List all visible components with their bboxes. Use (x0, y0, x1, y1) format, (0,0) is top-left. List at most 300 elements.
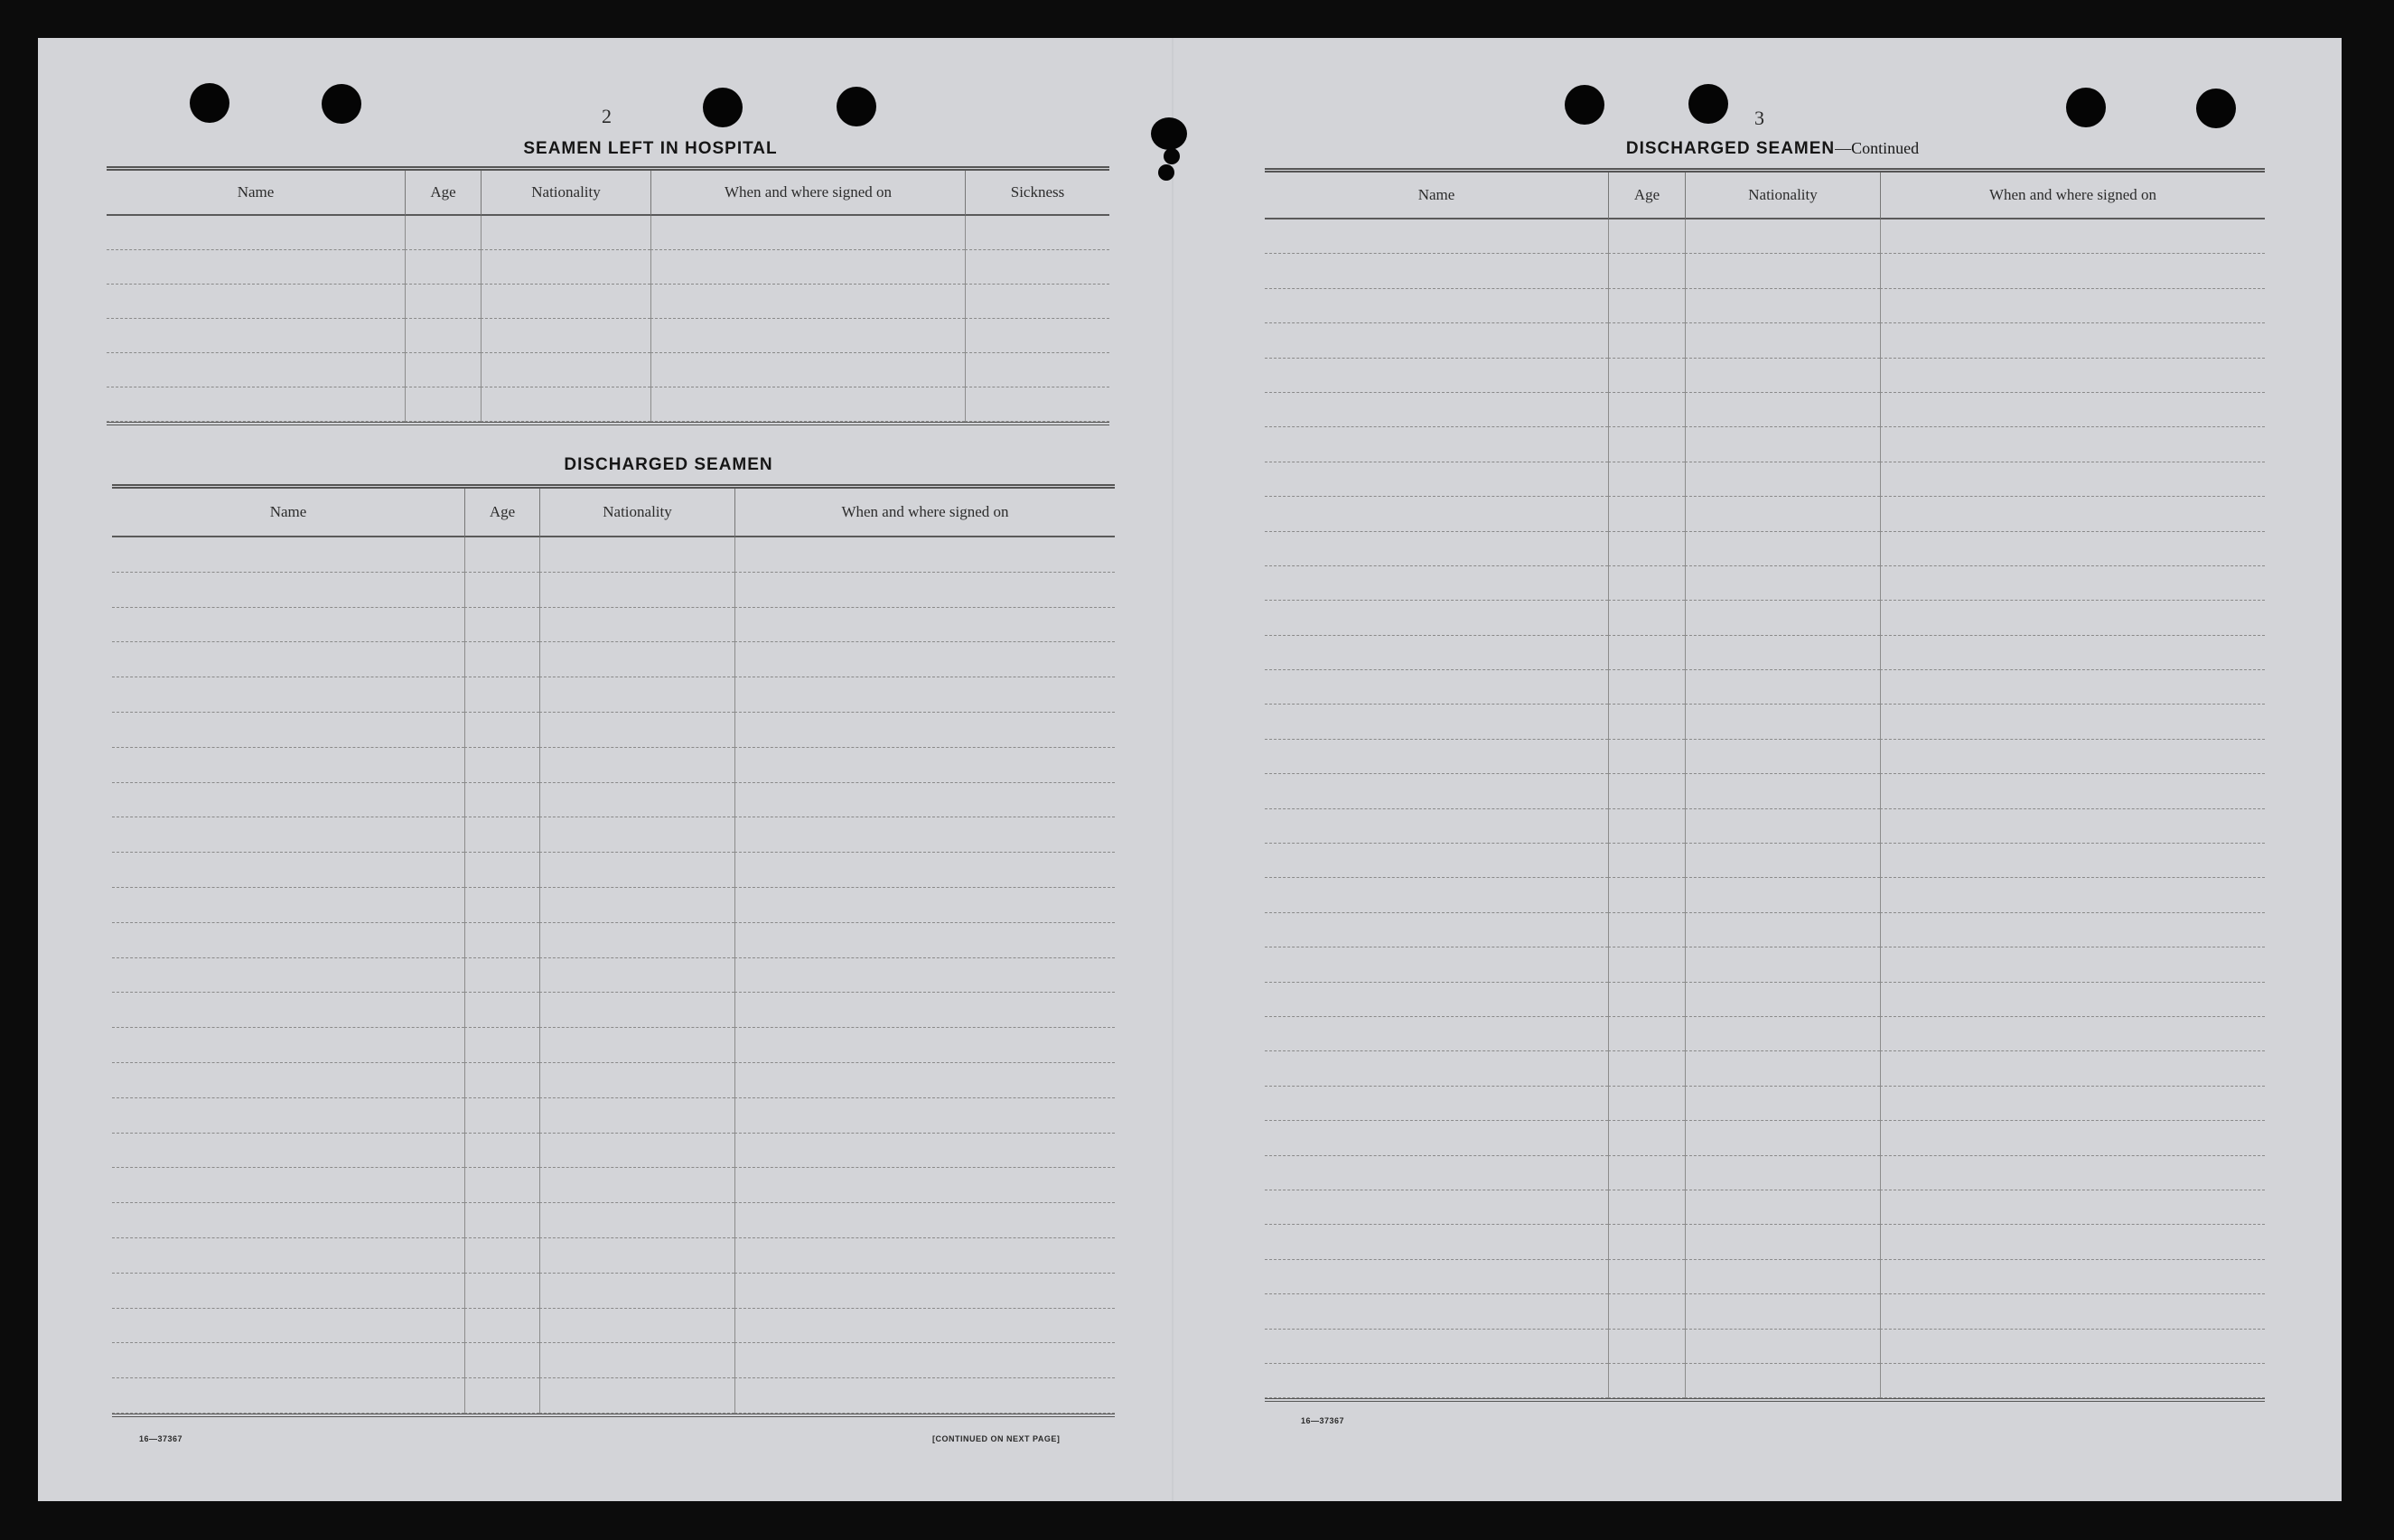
blank-entry-cell[interactable] (1265, 1121, 1608, 1155)
blank-entry-cell[interactable] (481, 250, 650, 285)
blank-entry-cell[interactable] (1685, 947, 1880, 982)
blank-entry-cell[interactable] (1685, 1017, 1880, 1051)
blank-entry-cell[interactable] (464, 713, 539, 748)
blank-entry-cell[interactable] (1608, 1330, 1685, 1364)
column-header-signed-on: When and where signed on (1880, 173, 2265, 219)
blank-entry-cell[interactable] (112, 1238, 464, 1274)
blank-entry-cell[interactable] (539, 537, 734, 573)
blank-entry-cell[interactable] (464, 1378, 539, 1414)
blank-entry-cell[interactable] (1608, 705, 1685, 739)
blank-entry-cell[interactable] (107, 387, 405, 422)
blank-entry-cell[interactable] (1685, 1121, 1880, 1155)
blank-entry-cell[interactable] (112, 677, 464, 713)
blank-entry-cell[interactable] (1265, 774, 1608, 808)
blank-entry-cell[interactable] (1608, 1051, 1685, 1086)
blank-entry-cell[interactable] (1265, 393, 1608, 427)
blank-entry-cell[interactable] (1608, 913, 1685, 947)
blank-entry-cell[interactable] (1608, 1260, 1685, 1294)
blank-entry-cell[interactable] (734, 1028, 1115, 1063)
blank-entry-cell[interactable] (539, 783, 734, 818)
blank-entry-cell[interactable] (112, 783, 464, 818)
blank-entry-cell[interactable] (1265, 844, 1608, 878)
blank-entry-cell[interactable] (1608, 1087, 1685, 1121)
blank-entry-cell[interactable] (539, 958, 734, 994)
punch-hole (190, 83, 229, 123)
blank-entry-cell[interactable] (464, 1063, 539, 1098)
blank-entry-cell[interactable] (112, 748, 464, 783)
punch-hole (703, 88, 743, 127)
blank-entry-cell[interactable] (1608, 427, 1685, 462)
blank-entry-cell[interactable] (1608, 983, 1685, 1017)
blank-entry-cell[interactable] (1265, 289, 1608, 323)
column-header-nationality: Nationality (481, 171, 650, 216)
blank-entry-cell[interactable] (112, 537, 464, 573)
blank-entry-cell[interactable] (1880, 1364, 2265, 1398)
blank-entry-cell[interactable] (734, 1378, 1115, 1414)
blank-entry-cell[interactable] (1880, 497, 2265, 531)
blank-entry-cell[interactable] (1265, 497, 1608, 531)
blank-entry-cell[interactable] (1880, 774, 2265, 808)
blank-entry-cell[interactable] (481, 216, 650, 250)
blank-entry-cell[interactable] (1608, 359, 1685, 393)
blank-entry-cell[interactable] (1685, 774, 1880, 808)
blank-entry-cell[interactable] (464, 642, 539, 677)
blank-entry-cell[interactable] (1608, 1294, 1685, 1329)
hospital-table (107, 166, 1109, 425)
blank-entry-cell[interactable] (539, 1134, 734, 1169)
blank-entry-cell[interactable] (1880, 219, 2265, 254)
blank-entry-cell[interactable] (1880, 1294, 2265, 1329)
blank-entry-cell[interactable] (1608, 219, 1685, 254)
blank-entry-cell[interactable] (1880, 254, 2265, 288)
column-header-name: Name (107, 171, 405, 216)
blank-entry-cell[interactable] (734, 608, 1115, 643)
blank-entry-cell[interactable] (1265, 1225, 1608, 1259)
column-header-nationality: Nationality (539, 489, 734, 537)
discharged-table-right (1265, 168, 2265, 1402)
blank-entry-cell[interactable] (1685, 1260, 1880, 1294)
blank-entry-cell[interactable] (464, 1168, 539, 1203)
column-header-nationality: Nationality (1685, 173, 1880, 219)
blank-entry-cell[interactable] (734, 853, 1115, 888)
blank-entry-cell[interactable] (1265, 532, 1608, 566)
blank-entry-cell[interactable] (112, 1134, 464, 1169)
blank-entry-cell[interactable] (1265, 1156, 1608, 1190)
blank-entry-cell[interactable] (1880, 427, 2265, 462)
blank-entry-cell[interactable] (1880, 1156, 2265, 1190)
blank-entry-cell[interactable] (1880, 1017, 2265, 1051)
blank-entry-cell[interactable] (112, 1168, 464, 1203)
blank-entry-cell[interactable] (539, 748, 734, 783)
form-number-left: 16—37367 (139, 1434, 183, 1443)
blank-entry-cell[interactable] (112, 1378, 464, 1414)
blank-entry-cell[interactable] (1265, 947, 1608, 982)
blank-entry-cell[interactable] (1685, 740, 1880, 774)
blank-entry-cell[interactable] (1685, 636, 1880, 670)
blank-entry-cell[interactable] (464, 1274, 539, 1309)
blank-entry-cell[interactable] (734, 677, 1115, 713)
blank-entry-cell[interactable] (734, 923, 1115, 958)
blank-entry-cell[interactable] (405, 387, 481, 422)
blank-entry-cell[interactable] (650, 319, 965, 353)
blank-entry-cell[interactable] (1685, 393, 1880, 427)
blank-entry-cell[interactable] (1685, 1364, 1880, 1398)
blank-entry-cell[interactable] (734, 783, 1115, 818)
blank-entry-cell[interactable] (734, 748, 1115, 783)
blank-entry-cell[interactable] (650, 250, 965, 285)
blank-entry-cell[interactable] (539, 1378, 734, 1414)
blank-entry-cell[interactable] (1685, 913, 1880, 947)
blank-entry-cell[interactable] (112, 817, 464, 853)
blank-entry-cell[interactable] (1265, 983, 1608, 1017)
discharged-section-title: DISCHARGED SEAMEN (564, 455, 773, 474)
center-fold (1172, 38, 1174, 1501)
blank-entry-cell[interactable] (1880, 947, 2265, 982)
blank-entry-cell[interactable] (1265, 219, 1608, 254)
blank-entry-cell[interactable] (112, 993, 464, 1028)
blank-entry-cell[interactable] (1685, 878, 1880, 912)
column-header-age: Age (464, 489, 539, 537)
blank-entry-cell[interactable] (1608, 289, 1685, 323)
blank-entry-cell[interactable] (1685, 289, 1880, 323)
manifest-sheet (38, 38, 2342, 1501)
blank-entry-cell[interactable] (1608, 497, 1685, 531)
blank-entry-cell[interactable] (1608, 1156, 1685, 1190)
blank-entry-cell[interactable] (965, 216, 1109, 250)
column-header-name: Name (1265, 173, 1608, 219)
blank-entry-cell[interactable] (1265, 462, 1608, 497)
blank-entry-cell[interactable] (1880, 1121, 2265, 1155)
blank-entry-cell[interactable] (1265, 254, 1608, 288)
blank-entry-cell[interactable] (539, 642, 734, 677)
blank-entry-cell[interactable] (464, 1309, 539, 1344)
blank-entry-cell[interactable] (1608, 1121, 1685, 1155)
blank-entry-cell[interactable] (1880, 670, 2265, 705)
blank-entry-cell[interactable] (1685, 1294, 1880, 1329)
punch-hole (1565, 85, 1604, 125)
blank-entry-cell[interactable] (1880, 809, 2265, 844)
blank-entry-cell[interactable] (1608, 774, 1685, 808)
blank-entry-cell[interactable] (1265, 670, 1608, 705)
blank-entry-cell[interactable] (1265, 1364, 1608, 1398)
blank-entry-cell[interactable] (1880, 359, 2265, 393)
blank-entry-cell[interactable] (112, 853, 464, 888)
page-number-right: 3 (1754, 107, 1764, 129)
blank-entry-cell[interactable] (1608, 844, 1685, 878)
blank-entry-cell[interactable] (1265, 359, 1608, 393)
blank-entry-cell[interactable] (965, 285, 1109, 319)
blank-entry-cell[interactable] (107, 319, 405, 353)
blank-entry-cell[interactable] (1685, 1330, 1880, 1364)
blank-entry-cell[interactable] (1685, 1190, 1880, 1225)
blank-entry-cell[interactable] (965, 353, 1109, 387)
blank-entry-cell[interactable] (1880, 462, 2265, 497)
blank-entry-cell[interactable] (1608, 323, 1685, 358)
blank-entry-cell[interactable] (1608, 1017, 1685, 1051)
blank-entry-cell[interactable] (1265, 1087, 1608, 1121)
blank-entry-cell[interactable] (1880, 532, 2265, 566)
blank-entry-cell[interactable] (734, 817, 1115, 853)
blank-entry-cell[interactable] (1608, 809, 1685, 844)
column-header-name: Name (112, 489, 464, 537)
blank-entry-cell[interactable] (464, 817, 539, 853)
blank-entry-cell[interactable] (539, 923, 734, 958)
punch-hole (1158, 164, 1174, 181)
blank-entry-cell[interactable] (1265, 1330, 1608, 1364)
blank-entry-cell[interactable] (464, 1343, 539, 1378)
blank-entry-cell[interactable] (734, 1098, 1115, 1134)
blank-entry-cell[interactable] (1265, 1017, 1608, 1051)
punch-hole (837, 87, 876, 126)
blank-entry-cell[interactable] (405, 353, 481, 387)
discharged-continued-title-main: DISCHARGED SEAMEN (1625, 139, 1836, 158)
blank-entry-cell[interactable] (112, 1343, 464, 1378)
blank-entry-cell[interactable] (112, 923, 464, 958)
blank-entry-cell[interactable] (539, 573, 734, 608)
blank-entry-cell[interactable] (734, 537, 1115, 573)
blank-entry-cell[interactable] (1880, 1260, 2265, 1294)
blank-entry-cell[interactable] (107, 250, 405, 285)
punch-hole (2066, 88, 2106, 127)
blank-entry-cell[interactable] (405, 285, 481, 319)
blank-entry-cell[interactable] (112, 888, 464, 923)
blank-entry-cell[interactable] (1880, 740, 2265, 774)
form-number-right: 16—37367 (1301, 1416, 1345, 1425)
blank-entry-cell[interactable] (1685, 427, 1880, 462)
blank-entry-cell[interactable] (1608, 254, 1685, 288)
blank-entry-cell[interactable] (1880, 289, 2265, 323)
blank-entry-cell[interactable] (734, 1343, 1115, 1378)
blank-entry-cell[interactable] (112, 1063, 464, 1098)
blank-entry-cell[interactable] (1880, 1087, 2265, 1121)
blank-entry-cell[interactable] (1265, 1294, 1608, 1329)
punch-hole (1688, 84, 1728, 124)
blank-entry-cell[interactable] (1685, 983, 1880, 1017)
blank-entry-cell[interactable] (1265, 601, 1608, 635)
blank-entry-cell[interactable] (112, 1028, 464, 1063)
blank-entry-cell[interactable] (1685, 323, 1880, 358)
blank-entry-cell[interactable] (107, 353, 405, 387)
blank-entry-cell[interactable] (1880, 705, 2265, 739)
blank-entry-cell[interactable] (734, 888, 1115, 923)
column-header-sickness: Sickness (965, 171, 1109, 216)
blank-entry-cell[interactable] (1608, 878, 1685, 912)
blank-entry-cell[interactable] (539, 888, 734, 923)
blank-entry-cell[interactable] (464, 608, 539, 643)
blank-entry-cell[interactable] (1880, 601, 2265, 635)
blank-entry-cell[interactable] (464, 1203, 539, 1238)
blank-entry-cell[interactable] (464, 1134, 539, 1169)
blank-entry-cell[interactable] (464, 888, 539, 923)
blank-entry-cell[interactable] (1265, 1260, 1608, 1294)
blank-entry-cell[interactable] (1608, 670, 1685, 705)
blank-entry-cell[interactable] (1880, 1330, 2265, 1364)
punch-hole (2196, 89, 2236, 128)
blank-entry-cell[interactable] (1880, 636, 2265, 670)
blank-entry-cell[interactable] (464, 1238, 539, 1274)
blank-entry-cell[interactable] (107, 216, 405, 250)
blank-entry-cell[interactable] (1608, 1190, 1685, 1225)
blank-entry-cell[interactable] (112, 573, 464, 608)
blank-entry-cell[interactable] (734, 1063, 1115, 1098)
blank-entry-cell[interactable] (650, 353, 965, 387)
blank-entry-cell[interactable] (734, 642, 1115, 677)
blank-entry-cell[interactable] (539, 1309, 734, 1344)
blank-entry-cell[interactable] (112, 608, 464, 643)
blank-entry-cell[interactable] (539, 1063, 734, 1098)
blank-entry-cell[interactable] (734, 958, 1115, 994)
blank-entry-cell[interactable] (1880, 1051, 2265, 1086)
blank-entry-cell[interactable] (1608, 566, 1685, 601)
blank-entry-cell[interactable] (1685, 566, 1880, 601)
punch-hole (1164, 148, 1180, 164)
blank-entry-cell[interactable] (1608, 601, 1685, 635)
blank-entry-cell[interactable] (1265, 809, 1608, 844)
blank-entry-cell[interactable] (1608, 393, 1685, 427)
blank-entry-cell[interactable] (1608, 1225, 1685, 1259)
blank-entry-cell[interactable] (1685, 670, 1880, 705)
blank-entry-cell[interactable] (464, 1098, 539, 1134)
blank-entry-cell[interactable] (539, 817, 734, 853)
blank-entry-cell[interactable] (539, 608, 734, 643)
discharged-table-left (112, 484, 1115, 1417)
blank-entry-cell[interactable] (734, 1274, 1115, 1309)
blank-entry-cell[interactable] (405, 319, 481, 353)
blank-entry-cell[interactable] (1685, 1051, 1880, 1086)
blank-entry-cell[interactable] (464, 783, 539, 818)
blank-entry-cell[interactable] (481, 387, 650, 422)
blank-entry-cell[interactable] (1608, 947, 1685, 982)
blank-entry-cell[interactable] (539, 1274, 734, 1309)
blank-entry-cell[interactable] (1685, 359, 1880, 393)
blank-entry-cell[interactable] (734, 1168, 1115, 1203)
blank-entry-cell[interactable] (1685, 809, 1880, 844)
blank-entry-cell[interactable] (1265, 1190, 1608, 1225)
blank-entry-cell[interactable] (734, 1203, 1115, 1238)
blank-entry-cell[interactable] (1685, 219, 1880, 254)
blank-entry-cell[interactable] (1265, 740, 1608, 774)
blank-entry-cell[interactable] (1685, 497, 1880, 531)
blank-entry-cell[interactable] (734, 1309, 1115, 1344)
blank-entry-cell[interactable] (1265, 566, 1608, 601)
blank-entry-cell[interactable] (539, 1203, 734, 1238)
blank-entry-cell[interactable] (1685, 254, 1880, 288)
blank-entry-cell[interactable] (1265, 705, 1608, 739)
blank-entry-cell[interactable] (112, 1309, 464, 1344)
discharged-continued-title (1501, 139, 2043, 159)
blank-entry-cell[interactable] (1265, 427, 1608, 462)
blank-entry-cell[interactable] (112, 713, 464, 748)
blank-entry-cell[interactable] (481, 319, 650, 353)
blank-entry-cell[interactable] (1685, 462, 1880, 497)
blank-entry-cell[interactable] (1608, 740, 1685, 774)
blank-entry-cell[interactable] (1608, 532, 1685, 566)
blank-entry-cell[interactable] (539, 853, 734, 888)
blank-entry-cell[interactable] (464, 993, 539, 1028)
hospital-section-title: SEAMEN LEFT IN HOSPITAL (523, 139, 778, 158)
blank-entry-cell[interactable] (539, 993, 734, 1028)
blank-entry-cell[interactable] (539, 677, 734, 713)
blank-entry-cell[interactable] (464, 958, 539, 994)
blank-entry-cell[interactable] (464, 1028, 539, 1063)
blank-entry-cell[interactable] (464, 748, 539, 783)
blank-entry-cell[interactable] (1265, 323, 1608, 358)
blank-entry-cell[interactable] (481, 285, 650, 319)
blank-entry-cell[interactable] (1685, 844, 1880, 878)
blank-entry-cell[interactable] (965, 387, 1109, 422)
blank-entry-cell[interactable] (1685, 1225, 1880, 1259)
blank-entry-cell[interactable] (539, 713, 734, 748)
blank-entry-cell[interactable] (1265, 878, 1608, 912)
blank-entry-cell[interactable] (464, 537, 539, 573)
blank-entry-cell[interactable] (734, 1134, 1115, 1169)
blank-entry-cell[interactable] (112, 958, 464, 994)
blank-entry-cell[interactable] (1265, 1051, 1608, 1086)
blank-entry-cell[interactable] (965, 319, 1109, 353)
blank-entry-cell[interactable] (464, 853, 539, 888)
blank-entry-cell[interactable] (734, 573, 1115, 608)
blank-entry-cell[interactable] (539, 1238, 734, 1274)
blank-entry-cell[interactable] (539, 1028, 734, 1063)
blank-entry-cell[interactable] (1265, 913, 1608, 947)
blank-entry-cell[interactable] (1880, 878, 2265, 912)
blank-entry-cell[interactable] (1880, 1225, 2265, 1259)
blank-entry-cell[interactable] (650, 216, 965, 250)
blank-entry-cell[interactable] (1880, 566, 2265, 601)
blank-entry-cell[interactable] (1265, 636, 1608, 670)
blank-entry-cell[interactable] (1685, 601, 1880, 635)
blank-entry-cell[interactable] (1880, 913, 2265, 947)
continuation-note: [CONTINUED ON NEXT PAGE] (932, 1434, 1061, 1443)
blank-entry-cell[interactable] (405, 250, 481, 285)
punch-hole (1151, 117, 1187, 150)
blank-entry-cell[interactable] (464, 573, 539, 608)
blank-entry-cell[interactable] (539, 1343, 734, 1378)
blank-entry-cell[interactable] (1608, 1364, 1685, 1398)
blank-entry-cell[interactable] (734, 713, 1115, 748)
blank-entry-cell[interactable] (1685, 705, 1880, 739)
blank-entry-cell[interactable] (112, 642, 464, 677)
blank-entry-cell[interactable] (965, 250, 1109, 285)
blank-entry-cell[interactable] (1685, 532, 1880, 566)
blank-entry-cell[interactable] (1608, 462, 1685, 497)
blank-entry-cell[interactable] (464, 923, 539, 958)
blank-entry-cell[interactable] (1880, 983, 2265, 1017)
blank-entry-cell[interactable] (464, 677, 539, 713)
blank-entry-cell[interactable] (107, 285, 405, 319)
blank-entry-cell[interactable] (405, 216, 481, 250)
blank-entry-cell[interactable] (1685, 1156, 1880, 1190)
blank-entry-cell[interactable] (1880, 1190, 2265, 1225)
blank-entry-cell[interactable] (1608, 636, 1685, 670)
column-header-signed-on: When and where signed on (650, 171, 965, 216)
blank-entry-cell[interactable] (112, 1203, 464, 1238)
blank-entry-cell[interactable] (1880, 844, 2265, 878)
blank-entry-cell[interactable] (539, 1098, 734, 1134)
blank-entry-cell[interactable] (650, 387, 965, 422)
blank-entry-cell[interactable] (650, 285, 965, 319)
blank-entry-cell[interactable] (539, 1168, 734, 1203)
blank-entry-cell[interactable] (734, 1238, 1115, 1274)
blank-entry-cell[interactable] (1880, 393, 2265, 427)
column-header-age: Age (1608, 173, 1685, 219)
blank-entry-cell[interactable] (112, 1098, 464, 1134)
blank-entry-cell[interactable] (481, 353, 650, 387)
blank-entry-cell[interactable] (1685, 1087, 1880, 1121)
blank-entry-cell[interactable] (734, 993, 1115, 1028)
blank-entry-cell[interactable] (1880, 323, 2265, 358)
blank-entry-cell[interactable] (112, 1274, 464, 1309)
